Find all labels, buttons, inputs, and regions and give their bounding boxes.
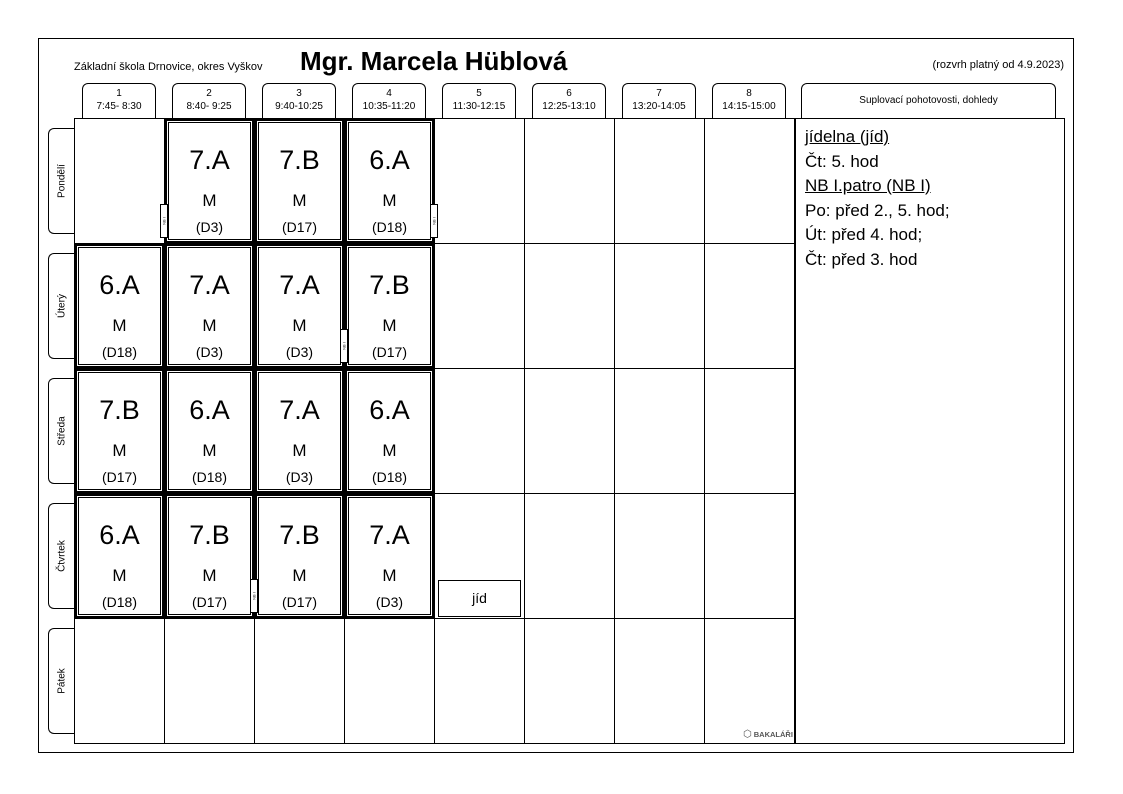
duty-marker <box>430 204 438 238</box>
lesson-room: (D3) <box>285 344 314 360</box>
day-label <box>48 128 75 234</box>
grid-hline <box>74 743 795 744</box>
grid-vline <box>704 118 705 744</box>
lesson-class: 6.A <box>189 395 230 425</box>
lesson-card[interactable] <box>75 369 164 493</box>
teacher-name: Mgr. Marcela Hüblová <box>300 46 568 76</box>
duty-marker <box>340 329 348 363</box>
supervision-entry: Čt: 5. hod <box>805 151 879 171</box>
lesson-card[interactable] <box>165 119 254 243</box>
period-time: 10:35-11:20 <box>362 101 416 112</box>
lesson-card[interactable] <box>345 369 434 493</box>
period-header <box>82 83 156 119</box>
lesson-card[interactable] <box>345 119 434 243</box>
lesson-class: 7.B <box>279 520 320 550</box>
lesson-class: 7.A <box>189 145 230 175</box>
lesson-room: (D17) <box>371 344 407 360</box>
lesson-class: 7.B <box>279 145 320 175</box>
day-label <box>48 378 75 484</box>
lesson-class: 7.A <box>189 270 230 300</box>
lesson-card[interactable] <box>165 369 254 493</box>
supervision-place: jídelna (jíd) <box>805 127 890 146</box>
valid-from: (rozvrh platný od 4.9.2023) <box>932 59 1064 71</box>
lesson-subject: M <box>202 566 217 585</box>
lesson-room: (D3) <box>375 594 404 610</box>
lesson-room: (D18) <box>101 344 137 360</box>
supervision-entry: Po: před 2., 5. hod; <box>805 200 950 220</box>
period-number: 8 <box>746 88 752 99</box>
lesson-subject: M <box>382 191 397 210</box>
period-number: 1 <box>116 88 122 99</box>
period-header <box>352 83 426 119</box>
lesson-subject: M <box>202 191 217 210</box>
supervision-header: Suplovací pohotovosti, dohledy <box>801 83 1056 119</box>
lesson-subject: M <box>292 316 307 335</box>
lesson-class: 7.A <box>279 270 320 300</box>
lesson-card[interactable] <box>75 244 164 368</box>
lesson-class: 7.B <box>189 520 230 550</box>
lesson-class: 6.A <box>369 145 410 175</box>
lesson-subject: M <box>382 566 397 585</box>
day-name: Úterý <box>56 294 68 318</box>
day-name: Pátek <box>56 668 68 694</box>
lesson-subject: M <box>382 441 397 460</box>
period-number: 3 <box>296 88 302 99</box>
grid-hline <box>74 618 795 619</box>
duty-marker <box>160 204 168 238</box>
period-time: 12:25-13:10 <box>542 101 596 112</box>
period-header <box>442 83 516 119</box>
lesson-subject: M <box>292 441 307 460</box>
lesson-room: (D3) <box>195 219 224 235</box>
period-header <box>712 83 786 119</box>
lesson-card[interactable] <box>165 494 254 618</box>
lesson-class: 7.B <box>99 395 140 425</box>
lesson-room: (D18) <box>191 469 227 485</box>
lesson-room: (D17) <box>281 594 317 610</box>
lesson-subject: M <box>202 441 217 460</box>
lesson-subject: M <box>202 316 217 335</box>
period-time: 9:40-10:25 <box>275 101 323 112</box>
day-name: Středa <box>56 416 68 446</box>
lesson-room: (D17) <box>281 219 317 235</box>
lesson-card[interactable] <box>345 244 434 368</box>
period-time: 11:30-12:15 <box>452 101 506 112</box>
lesson-card[interactable] <box>255 119 344 243</box>
lesson-class: 7.A <box>369 520 410 550</box>
lesson-subject: M <box>112 316 127 335</box>
duty-box: jíd <box>438 580 521 617</box>
period-time: 14:15-15:00 <box>722 101 776 112</box>
grid-vline <box>524 118 525 744</box>
duty-marker-label: NB I <box>431 217 437 225</box>
lesson-card[interactable] <box>255 369 344 493</box>
school-name: Základní škola Drnovice, okres Vyškov <box>74 61 263 73</box>
lesson-room: (D18) <box>371 469 407 485</box>
period-number: 2 <box>206 88 212 99</box>
period-time: 8:40- 9:25 <box>186 101 232 112</box>
lesson-class: 6.A <box>99 270 140 300</box>
lesson-room: (D18) <box>371 219 407 235</box>
day-label <box>48 503 75 609</box>
lesson-class: 6.A <box>369 395 410 425</box>
lesson-class: 7.A <box>279 395 320 425</box>
period-header <box>172 83 246 119</box>
lesson-card[interactable] <box>75 494 164 618</box>
day-label <box>48 628 75 734</box>
lesson-subject: M <box>112 441 127 460</box>
day-name: Pondělí <box>56 164 68 198</box>
lesson-room: (D17) <box>101 469 137 485</box>
period-time: 7:45- 8:30 <box>96 101 142 112</box>
lesson-subject: M <box>292 191 307 210</box>
supervision-entry: Út: před 4. hod; <box>805 225 923 244</box>
lesson-card[interactable] <box>165 244 254 368</box>
period-header <box>262 83 336 119</box>
duty-marker <box>250 579 258 613</box>
day-name: Čtvrtek <box>56 540 68 572</box>
period-header <box>532 83 606 119</box>
period-number: 6 <box>566 88 572 99</box>
duty-marker-label: NB I <box>251 592 257 600</box>
lesson-subject: M <box>112 566 127 585</box>
duty-marker-label: NB I <box>161 217 167 225</box>
lesson-room: (D18) <box>101 594 137 610</box>
lesson-card[interactable] <box>255 494 344 618</box>
lesson-room: (D17) <box>191 594 227 610</box>
lesson-subject: M <box>382 316 397 335</box>
period-time: 13:20-14:05 <box>632 101 686 112</box>
lesson-card[interactable] <box>255 244 344 368</box>
period-number: 4 <box>386 88 392 99</box>
day-label <box>48 253 75 359</box>
lesson-class: 7.B <box>369 270 410 300</box>
duty-marker-label: NB I <box>341 342 347 350</box>
supervision-list <box>805 125 950 272</box>
lesson-subject: M <box>292 566 307 585</box>
supervision-place: NB I.patro (NB I) <box>805 176 931 195</box>
bakalari-logo <box>743 729 793 740</box>
period-number: 7 <box>656 88 662 99</box>
hexagon-icon: ⬡ <box>743 729 752 740</box>
lesson-card[interactable] <box>345 494 434 618</box>
logo-text: BAKALÁŘI <box>753 730 793 739</box>
period-number: 5 <box>476 88 482 99</box>
period-header <box>622 83 696 119</box>
supervision-entry: Čt: před 3. hod <box>805 249 918 269</box>
grid-vline <box>614 118 615 744</box>
lesson-room: (D3) <box>285 469 314 485</box>
lesson-class: 6.A <box>99 520 140 550</box>
lesson-room: (D3) <box>195 344 224 360</box>
